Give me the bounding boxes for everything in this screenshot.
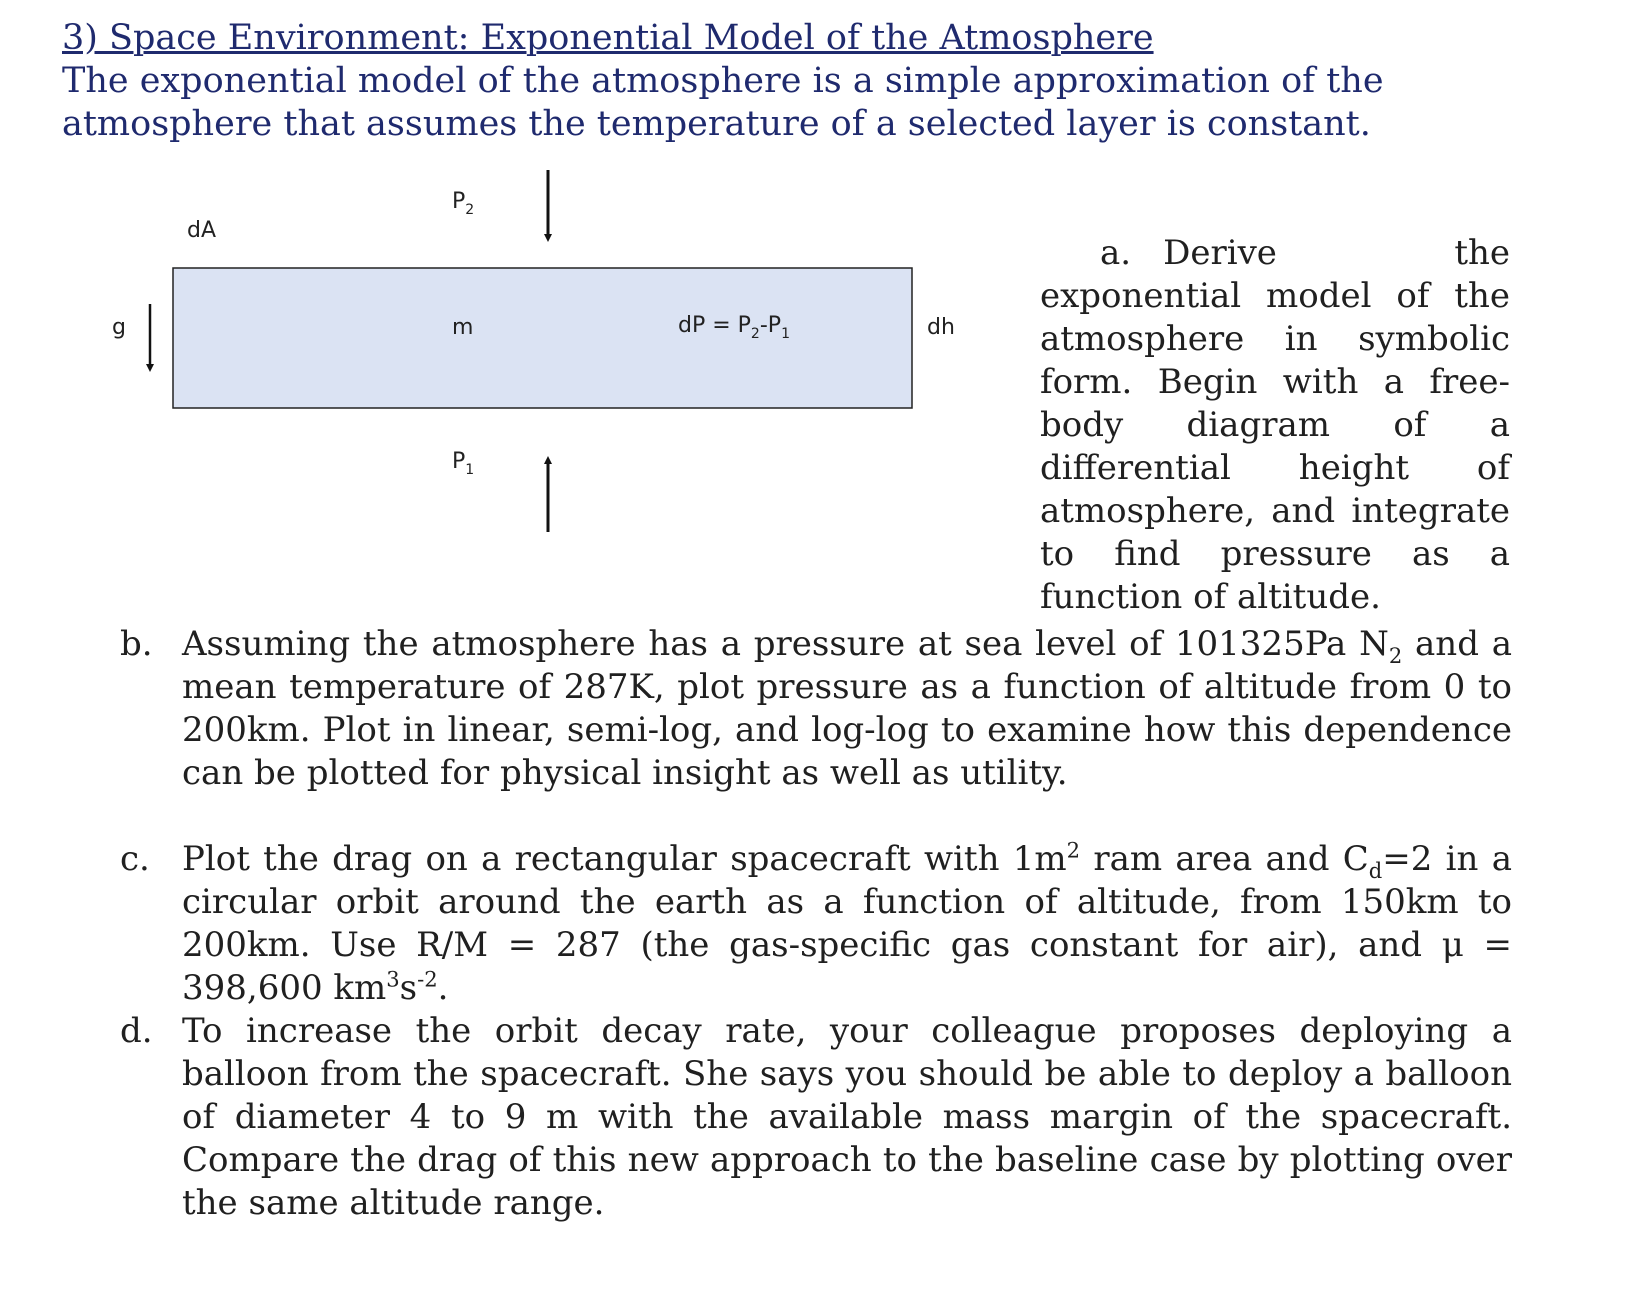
diagram-svg [100,170,1000,550]
dh-label: dh [927,315,955,340]
question-d-text: To increase the orbit decay rate, your colleague proposes deploying a balloon from the spacecraft. She says you should be able to deploy a balloon of diameter 4 to 9 m with the available mass margin of the spacecraft. Compare the drag of this new approach to the baseline case by plotting over the same altitude range. [182,1011,1512,1223]
question-c [120,838,1512,1010]
question-a-letter: a. [1100,233,1132,273]
question-d [120,1010,1512,1225]
air-parcel-box [173,268,912,408]
p2-label: $P_2$ [452,189,475,218]
question-c-letter: c. [120,839,150,879]
question-a [1040,232,1510,619]
question-c-text: Plot the drag on a rectangular spacecraft with $1m^2$ ram area and $C_d=2$ in a circular orbit around the earth as a function of altitude, from 150km to 200km. Use R/M = 287 (the gas-specific gas constant for air), and μ = 398,600 $km^3s^{-2}$. [182,837,1512,1008]
question-b [120,623,1512,795]
dp-label: dP = $P_2-P_1$ [678,313,790,342]
section-heading: 3) Space Environment: Exponential Model of the Atmosphere [62,18,1154,58]
question-a-word-derive: Derive [1163,233,1277,273]
p1-label: $P_1$ [452,449,475,478]
question-a-text: exponential model of the atmosphere in symbolic form. Begin with a free-body diagram of a differential height of atmosphere, and integrate to find pressure as a function of altitude. [1040,276,1510,617]
question-a-word-the: the [1454,233,1510,273]
m-label: m [452,315,474,340]
question-b-letter: b. [120,624,153,664]
question-b-text: Assuming the atmosphere has a pressure at sea level of 101325Pa $N_2$ and a mean temperature of 287K, plot pressure as a function of altitude from 0 to 200km. Plot in linear, semi-log, and log-log to examine how this dependence can be plotted for physical insight as well as utility. [182,624,1512,793]
question-d-letter: d. [120,1011,153,1051]
free-body-diagram [100,170,1000,550]
intro-text: The exponential model of the atmosphere is a simple approximation of the atmosphere that assumes the temperature of a selected layer is constant. [62,61,1384,144]
da-label: dA [187,218,217,243]
question-a-first-line [1040,232,1510,275]
g-label: g [112,315,126,340]
